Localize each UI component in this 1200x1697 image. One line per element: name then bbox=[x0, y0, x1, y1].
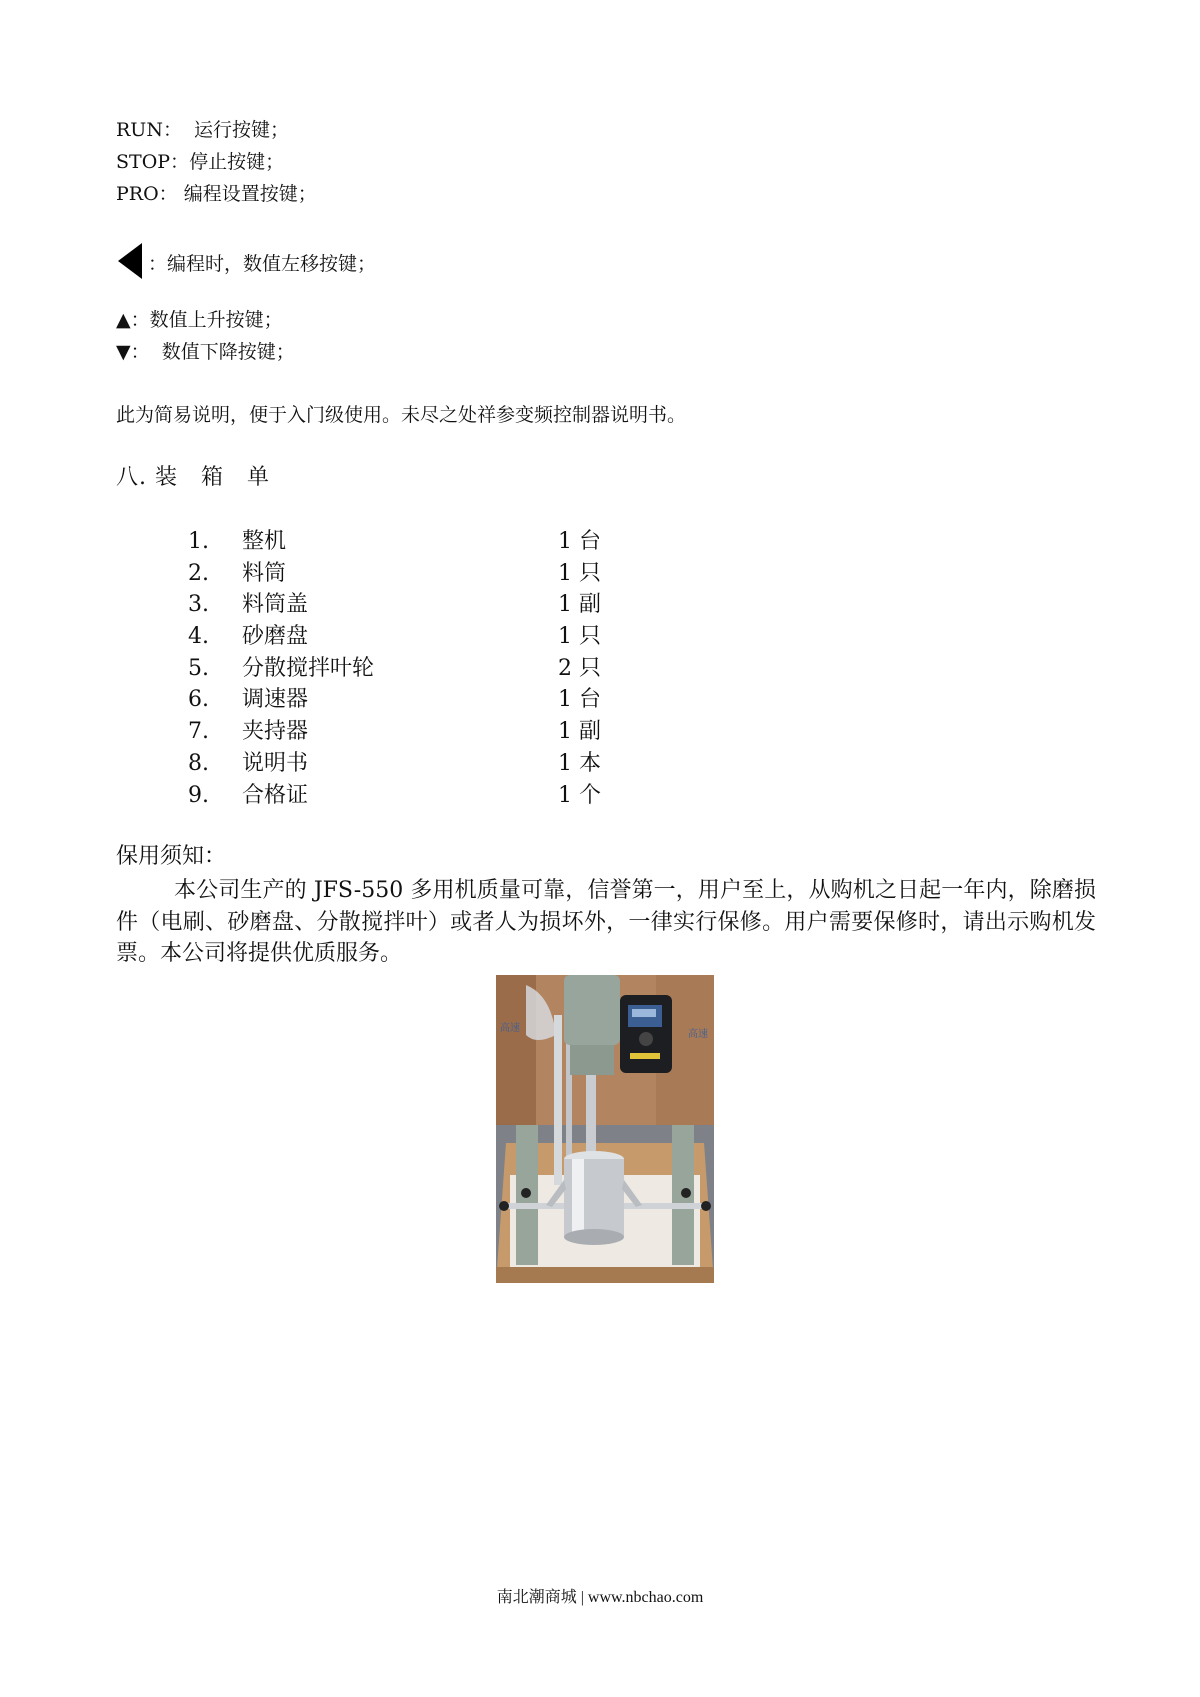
item-name: 砂磨盘 bbox=[242, 624, 309, 650]
list-item bbox=[188, 655, 638, 687]
list-item bbox=[188, 718, 638, 750]
warranty-title: 保用须知： bbox=[116, 844, 227, 869]
key-pro-label: PRO： bbox=[116, 183, 178, 205]
list-item bbox=[188, 686, 638, 718]
list-item bbox=[188, 591, 638, 623]
item-name: 夹持器 bbox=[242, 719, 309, 745]
left-arrow-icon bbox=[118, 243, 142, 279]
packing-heading: 八. 装 箱 单 bbox=[116, 465, 270, 490]
item-quantity: 1 本 bbox=[558, 750, 601, 776]
box-text-right: 高速 bbox=[688, 1029, 708, 1040]
item-number: 2. bbox=[188, 560, 209, 586]
list-item bbox=[188, 750, 638, 782]
item-quantity: 1 台 bbox=[558, 687, 601, 713]
list-item bbox=[188, 560, 638, 592]
item-number: 9. bbox=[188, 782, 209, 808]
item-name: 说明书 bbox=[242, 750, 309, 776]
item-name: 分散搅拌叶轮 bbox=[242, 655, 375, 681]
item-number: 6. bbox=[188, 687, 209, 713]
item-quantity: 1 只 bbox=[558, 560, 601, 586]
item-quantity: 1 只 bbox=[558, 624, 601, 650]
box-text-left: 高速 bbox=[500, 1023, 520, 1034]
key-run-line bbox=[116, 118, 289, 142]
item-name: 合格证 bbox=[242, 782, 309, 808]
key-up-label: ▲： bbox=[116, 309, 150, 331]
key-run-label: RUN： bbox=[116, 119, 182, 141]
list-item bbox=[188, 528, 638, 560]
item-name: 调速器 bbox=[242, 687, 309, 713]
key-up-line bbox=[116, 308, 283, 332]
key-stop-desc: 停止按键； bbox=[189, 151, 285, 173]
key-run-desc: 运行按键； bbox=[194, 119, 290, 141]
product-photo bbox=[496, 975, 714, 1283]
item-name: 料筒盖 bbox=[242, 592, 309, 618]
item-number: 3. bbox=[188, 592, 209, 618]
key-stop-line bbox=[116, 150, 284, 174]
item-quantity: 2 只 bbox=[558, 655, 601, 681]
item-name: 料筒 bbox=[242, 560, 287, 586]
key-down-desc: 数值下降按键； bbox=[161, 341, 295, 363]
item-quantity: 1 副 bbox=[558, 592, 601, 618]
item-number: 7. bbox=[188, 719, 209, 745]
list-item bbox=[188, 782, 638, 814]
footer: 南北潮商城 | www.nbchao.com bbox=[496, 1589, 704, 1606]
item-number: 5. bbox=[188, 655, 209, 681]
item-number: 4. bbox=[188, 624, 209, 650]
item-name: 整机 bbox=[242, 529, 287, 554]
item-number: 8. bbox=[188, 750, 209, 776]
key-pro-line bbox=[116, 182, 317, 206]
key-stop-label: STOP： bbox=[116, 151, 190, 173]
packing-list bbox=[188, 528, 638, 813]
key-down-line bbox=[116, 340, 295, 364]
manual-note: 此为简易说明，便于入门级使用。未尽之处祥参变频控制器说明书。 bbox=[116, 404, 687, 426]
key-pro-desc: 编程设置按键； bbox=[183, 183, 317, 205]
list-item bbox=[188, 623, 638, 655]
item-quantity: 1 台 bbox=[558, 529, 601, 554]
key-up-desc: 数值上升按键； bbox=[149, 309, 283, 331]
left-key-desc: ：编程时，数值左移按键； bbox=[148, 253, 377, 275]
item-number: 1. bbox=[188, 529, 209, 554]
warranty-body: 本公司生产的 JFS-550 多用机质量可靠，信誉第一，用户至上，从购机之日起一年内，除磨损件（电刷、砂磨盘、分散搅拌叶）或者人为损坏外，一律实行保修。用户需要保修时，请出示购机发票。本公司将提供优质服务。 bbox=[116, 878, 1096, 966]
item-quantity: 1 副 bbox=[558, 719, 601, 745]
item-quantity: 1 个 bbox=[558, 782, 601, 808]
key-down-label: ▼： bbox=[116, 341, 150, 363]
